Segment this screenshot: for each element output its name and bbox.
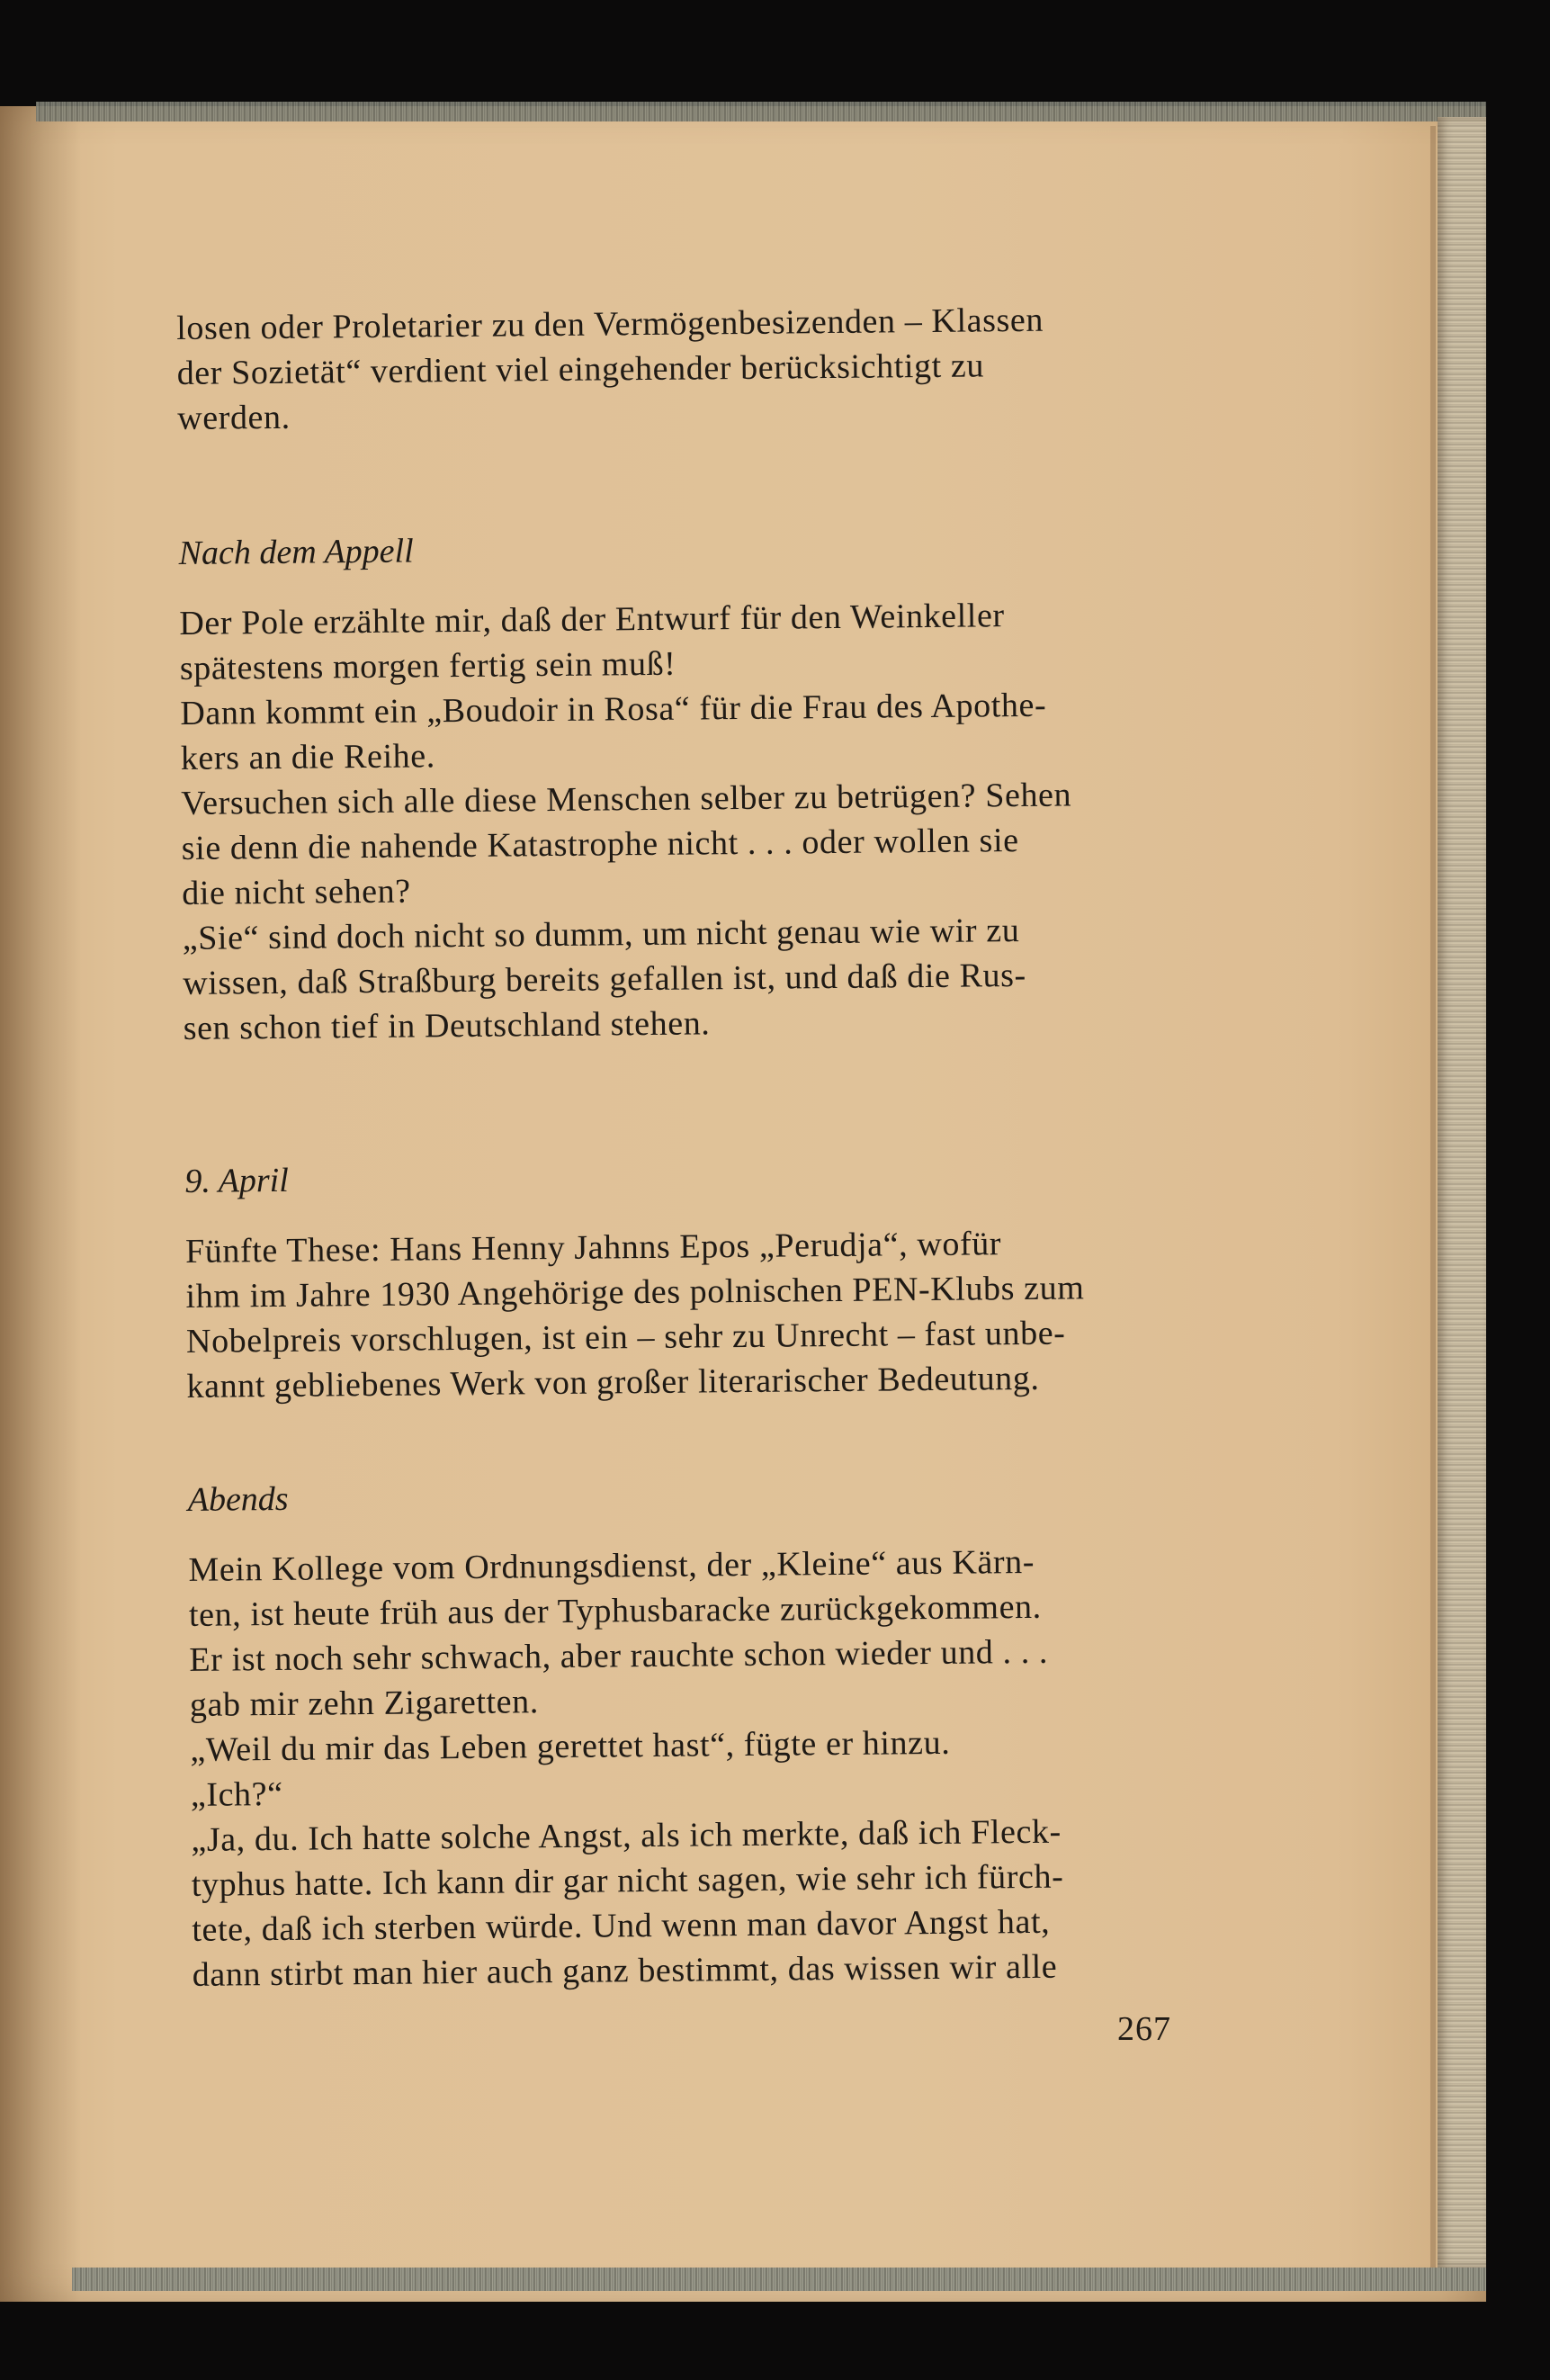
- binding-top-edge: [36, 102, 1486, 121]
- text-line: Nobelpreis vorschlugen, ist ein – sehr zu Unrecht – fast unbe-: [185, 1314, 1066, 1361]
- text-line: Mein Kollege vom Ordnungsdienst, der „Kleine“ aus Kärn-: [188, 1542, 1035, 1589]
- page-number: 267: [1117, 2010, 1171, 2048]
- text-line: Fünfte These: Hans Henny Jahnns Epos „Perudja“, wofür: [184, 1225, 1002, 1271]
- text-line: ten, ist heute früh aus der Typhusbaracke zurückgekommen.: [188, 1587, 1042, 1634]
- text-line: typhus hatte. Ich kann dir gar nicht sagen, wie sehr ich fürch-: [191, 1857, 1064, 1904]
- paragraph: [181, 771, 1180, 916]
- paragraph: [191, 1808, 1191, 1998]
- text-line: Dann kommt ein „Boudoir in Rosa“ für die Frau des Apothe-: [180, 686, 1047, 732]
- text-line: tete, daß ich sterben würde. Und wenn man davor Angst hat,: [192, 1902, 1051, 1949]
- page-text-block: [176, 296, 1191, 1998]
- text-line: Er ist noch sehr schwach, aber rauchte schon wieder und . . .: [189, 1632, 1049, 1679]
- paragraph: [179, 591, 1178, 691]
- text-line: werden.: [176, 398, 291, 437]
- text-line: Der Pole erzählte mir, daß der Entwurf für den Weinkeller: [179, 597, 1005, 642]
- text-line: sie denn die nahende Katastrophe nicht . . . oder wollen sie: [181, 822, 1019, 867]
- text-line: „Ich?“: [190, 1774, 283, 1814]
- page-edge-shadow: [1430, 126, 1436, 2268]
- text-line: dann stirbt man hier auch ganz bestimmt, das wissen wir alle: [192, 1947, 1058, 1994]
- section-heading: Abends: [187, 1479, 289, 1519]
- text-line: spätestens morgen fertig sein muß!: [179, 644, 676, 687]
- text-line: sen schon tief in Deutschland stehen.: [183, 1004, 711, 1047]
- text-line: die nicht sehen?: [182, 872, 411, 912]
- text-line: Versuchen sich alle diese Menschen selber zu betrügen? Sehen: [181, 776, 1072, 822]
- text-line: ihm im Jahre 1930 Angehörige des polnischen PEN-Klubs zum: [185, 1269, 1085, 1316]
- paragraph: [183, 906, 1182, 1051]
- paragraph: [180, 681, 1179, 781]
- text-line: kers an die Reihe.: [180, 737, 436, 777]
- text-line: der Sozietät“ verdient viel eingehender berücksichtigt zu: [176, 346, 985, 392]
- section-heading: 9. April: [184, 1161, 289, 1200]
- text-line: „Sie“ sind doch nicht so dumm, um nicht genau wie wir zu: [182, 912, 1020, 957]
- paragraph: [188, 1538, 1188, 1728]
- paragraph: [176, 296, 1176, 441]
- text-line: losen oder Proletarier zu den Vermögenbesizenden – Klassen: [176, 301, 1044, 347]
- binding-bottom-edge: [72, 2268, 1486, 2291]
- text-line: „Ja, du. Ich hatte solche Angst, als ich merkte, daß ich Fleck-: [191, 1812, 1062, 1859]
- binding-right-edge: [1438, 117, 1486, 2268]
- text-line: gab mir zehn Zigaretten.: [189, 1683, 540, 1724]
- text-line: wissen, daß Straßburg bereits gefallen ist, und daß die Rus-: [183, 956, 1027, 1002]
- paragraph: [185, 1219, 1186, 1409]
- text-line: „Weil du mir das Leben gerettet hast“, fügte er hinzu.: [190, 1723, 951, 1769]
- text-line: kannt gebliebenes Werk von großer literarischer Bedeutung.: [186, 1359, 1040, 1406]
- section-heading: Nach dem Appell: [178, 532, 414, 572]
- spine-shadow: [0, 106, 81, 2302]
